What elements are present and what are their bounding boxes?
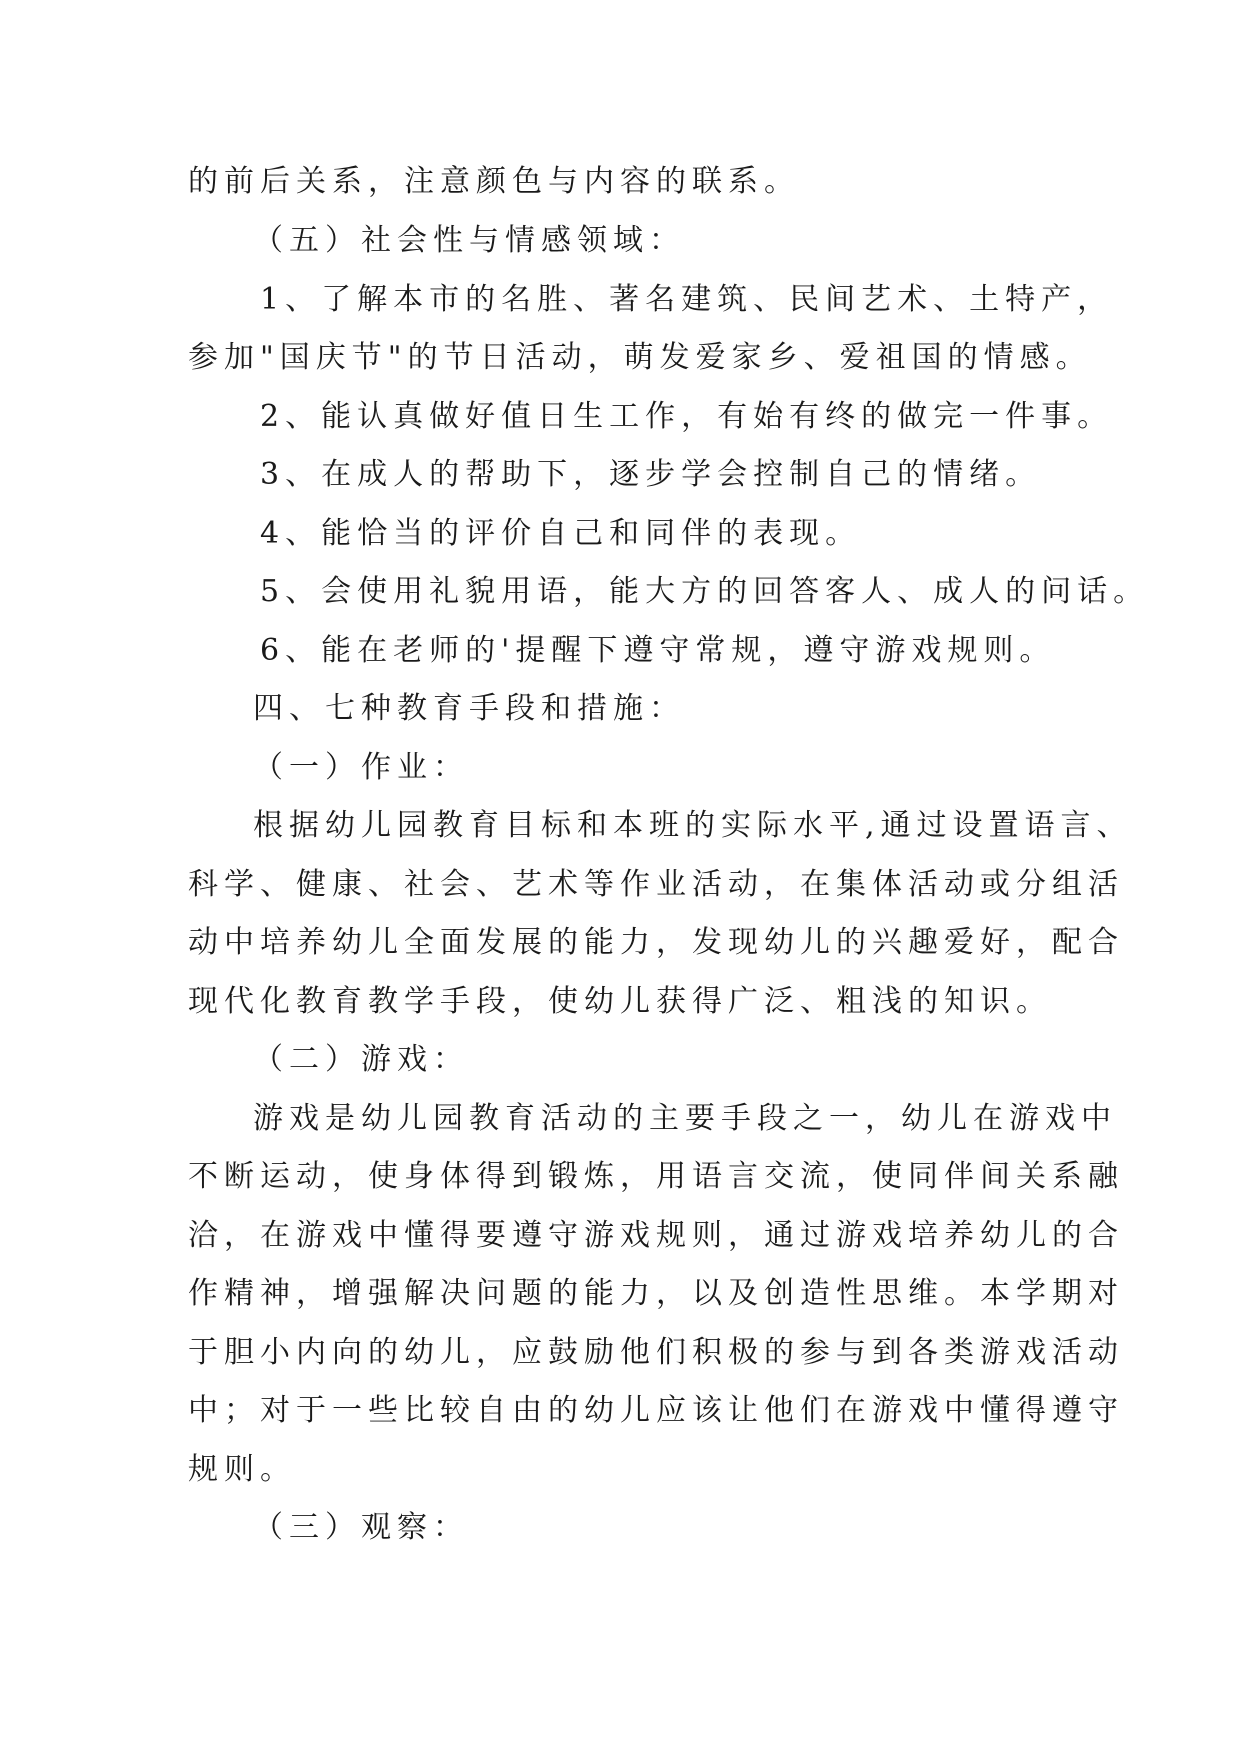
- list-item-6: 6、能在老师的'提醒下遵守常规，遵守游戏规则。: [260, 633, 1056, 668]
- paragraph-homework-line: 科学、健康、社会、艺术等作业活动，在集体活动或分组活: [188, 867, 1124, 902]
- paragraph-homework-line: 根据幼儿园教育目标和本班的实际水平,通过设置语言、: [253, 808, 1133, 843]
- section-heading-education-means: 四、七种教育手段和措施：: [253, 691, 685, 726]
- subheading-games: （二）游戏：: [253, 1042, 469, 1077]
- paragraph-homework-line: 动中培养幼儿全面发展的能力，发现幼儿的兴趣爱好，配合: [188, 925, 1124, 960]
- list-item-5: 5、会使用礼貌用语，能大方的回答客人、成人的问话。: [260, 574, 1150, 609]
- list-item-2: 2、能认真做好值日生工作，有始有终的做完一件事。: [260, 399, 1114, 434]
- list-item-1-continuation: 参加"国庆节"的节日活动，萌发爱家乡、爱祖国的情感。: [188, 340, 1092, 375]
- list-item-3: 3、在成人的帮助下，逐步学会控制自己的情绪。: [260, 457, 1042, 492]
- subheading-observation: （三）观察：: [253, 1510, 469, 1545]
- paragraph-games-line: 作精神，增强解决问题的能力，以及创造性思维。本学期对: [188, 1276, 1124, 1311]
- paragraph-games-line: 中；对于一些比较自由的幼儿应该让他们在游戏中懂得遵守: [188, 1393, 1124, 1428]
- paragraph-games-line: 规则。: [188, 1452, 296, 1487]
- section-heading-social-emotional: （五）社会性与情感领域：: [253, 223, 685, 258]
- paragraph-games-line: 于胆小内向的幼儿，应鼓励他们积极的参与到各类游戏活动: [188, 1335, 1124, 1370]
- list-item-4: 4、能恰当的评价自己和同伴的表现。: [260, 516, 862, 551]
- paragraph-continuation: 的前后关系，注意颜色与内容的联系。: [188, 164, 800, 199]
- subheading-homework: （一）作业：: [253, 750, 469, 785]
- paragraph-homework-line: 现代化教育教学手段，使幼儿获得广泛、粗浅的知识。: [188, 984, 1052, 1019]
- list-item-1: 1、了解本市的名胜、著名建筑、民间艺术、土特产，: [260, 282, 1114, 317]
- paragraph-games-line: 游戏是幼儿园教育活动的主要手段之一，幼儿在游戏中: [253, 1101, 1117, 1136]
- paragraph-games-line: 洽，在游戏中懂得要遵守游戏规则，通过游戏培养幼儿的合: [188, 1218, 1124, 1253]
- paragraph-games-line: 不断运动，使身体得到锻炼，用语言交流，使同伴间关系融: [188, 1159, 1124, 1194]
